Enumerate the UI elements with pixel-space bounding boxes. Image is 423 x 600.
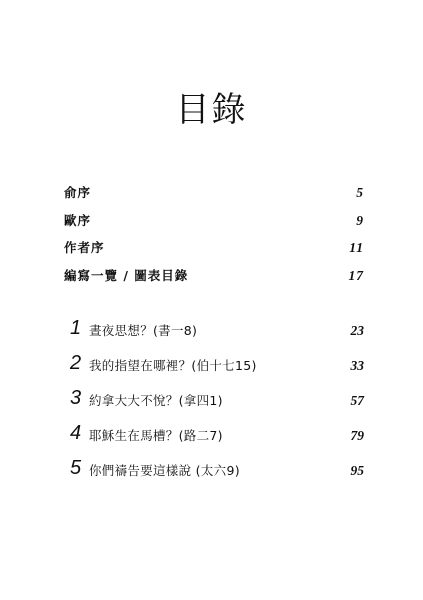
page-number: 17 <box>348 267 364 283</box>
page-number: 33 <box>350 358 364 373</box>
chapter-title: 你們禱告要這樣說 (太六9) <box>89 463 240 478</box>
toc-entry-chapter-1[interactable] <box>70 318 364 353</box>
page-number: 11 <box>349 240 364 255</box>
chapter-title: 耶穌生在馬槽？(路二7) <box>89 428 223 443</box>
chapter-number: 5 <box>70 457 82 479</box>
page-number: 5 <box>356 185 364 200</box>
chapter-number: 4 <box>70 422 82 444</box>
page-number: 57 <box>350 393 364 408</box>
toc-entry-chapter-4[interactable] <box>70 423 364 458</box>
chapter-title: 晝夜思想？(書一8) <box>89 323 198 338</box>
page-number: 95 <box>350 463 364 478</box>
chapter-title: 約拿大大不悅？(拿四1) <box>89 393 223 408</box>
toc-entry-overview[interactable] <box>64 266 364 294</box>
front-matter-list <box>64 183 364 293</box>
toc-entry-yu-preface[interactable] <box>64 183 364 211</box>
toc-entry-chapter-5[interactable] <box>70 458 364 493</box>
toc-entry-chapter-2[interactable] <box>70 353 364 388</box>
entry-label: 編寫一覽 / 圖表目錄 <box>64 267 189 283</box>
entry-label: 歐序 <box>64 212 92 228</box>
entry-label: 俞序 <box>64 185 92 200</box>
toc-entry-author-preface[interactable] <box>64 238 364 266</box>
chapter-list <box>70 318 364 493</box>
chapter-number: 3 <box>70 387 82 409</box>
entry-label: 作者序 <box>64 240 105 255</box>
page-number: 23 <box>350 323 364 338</box>
chapter-title: 我的指望在哪裡？(伯十七15) <box>89 358 257 373</box>
page-number: 9 <box>356 212 364 228</box>
chapter-number: 2 <box>70 352 82 374</box>
page-number: 79 <box>350 428 364 443</box>
page-title: 目錄 <box>175 90 248 130</box>
toc-entry-ou-preface[interactable] <box>64 211 364 239</box>
toc-entry-chapter-3[interactable] <box>70 388 364 423</box>
chapter-number: 1 <box>70 317 82 339</box>
